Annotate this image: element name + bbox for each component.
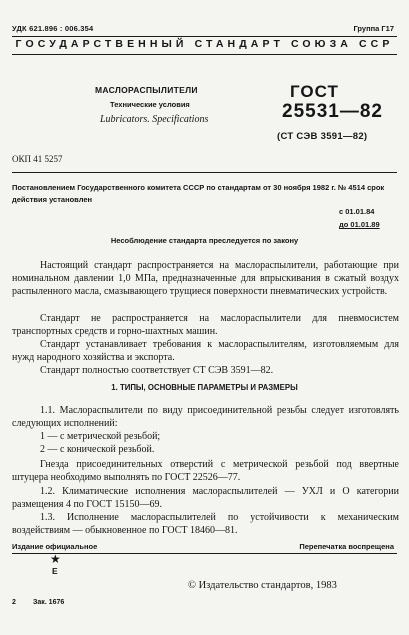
effective-from: с 01.01.84 xyxy=(339,207,375,216)
sev-reference: (СТ СЭВ 3591—82) xyxy=(277,131,368,142)
option-metric-thread: 1 — с метрической резьбой; xyxy=(40,431,161,442)
intro-paragraph-2: Стандарт не распространяется на маслораспылители для пневмосистем транспортных средств и горно-шахтных машин. xyxy=(12,313,399,338)
intro-paragraph-4: Стандарт полностью соответствует СТ СЭВ 3591—82. xyxy=(40,365,274,376)
header-top-rule xyxy=(12,36,397,37)
okp-code: ОКП 41 5257 xyxy=(12,154,63,164)
header-bottom-rule xyxy=(12,54,397,55)
gost-number: 25531—82 xyxy=(282,101,383,122)
state-standard-banner: ГОСУДАРСТВЕННЫЙ СТАНДАРТ СОЮЗА ССР xyxy=(15,38,394,50)
decree-text: Постановлением Государственного комитета СССР по стандартам от 30 ноября 1982 г. № 4514 срок действия установлен xyxy=(12,183,385,204)
publisher-copyright: © Издательство стандартов, 1983 xyxy=(188,580,337,591)
clause-1-1: 1.1. Маслораспылители по виду присоединительной резьбы следует изготовлять следующих исполнений: xyxy=(12,405,399,430)
udk-code: УДК 621.896 : 006.354 xyxy=(12,24,94,33)
e-mark: Е xyxy=(52,566,58,576)
official-edition: Издание официальное xyxy=(12,542,98,551)
clause-1-1-note: Гнезда присоединительных отверстий с метрической резьбой под ввертные штуцера необходимо выполнять по ГОСТ 22526—77. xyxy=(12,459,399,484)
clause-1-2: 1.2. Климатические исполнения маслораспылителей — УХЛ и О категории размещения 4 по ГОСТ 15150—69. xyxy=(12,486,399,511)
intro-paragraph-3: Стандарт устанавливает требования к маслораспылителям, изготовляемым для нужд народного хозяйства и экспорта. xyxy=(12,339,399,364)
group-code: Группа Г17 xyxy=(353,24,394,33)
title-block-rule xyxy=(12,172,397,173)
footer-rule xyxy=(12,553,397,554)
clause-1-3: 1.3. Исполнение маслораспылителей по устойчивости к механическим воздействиям — обыкновенное по ГОСТ 18460—81. xyxy=(12,512,399,537)
product-title: МАСЛОРАСПЫЛИТЕЛИ xyxy=(95,85,198,95)
intro-paragraph-1: Настоящий стандарт распространяется на маслораспылители, работающие при номинальном давлении 1,0 МПа, предназначенные для впрыскивания в сжатый воздух распыленного масла, смазывающего трущиеся поверхности пневматических устройств. xyxy=(12,260,399,298)
section-1-title: 1. ТИПЫ, ОСНОВНЫЕ ПАРАМЕТРЫ И РАЗМЕРЫ xyxy=(111,383,298,392)
effective-to: до 01.01.89 xyxy=(339,220,380,229)
star-icon: ★ xyxy=(50,552,61,566)
print-order: Зак. 1676 xyxy=(33,599,65,606)
reprint-prohibited: Перепечатка воспрещена xyxy=(299,542,394,551)
legal-warning: Несоблюдение стандарта преследуется по закону xyxy=(110,236,299,245)
product-subtitle: Технические условия xyxy=(110,100,190,109)
english-title: Lubricators. Specifications xyxy=(100,114,209,125)
option-conical-thread: 2 — с конической резьбой. xyxy=(40,444,155,455)
page-number: 2 xyxy=(12,599,16,606)
gost-label: ГОСТ xyxy=(290,82,339,101)
